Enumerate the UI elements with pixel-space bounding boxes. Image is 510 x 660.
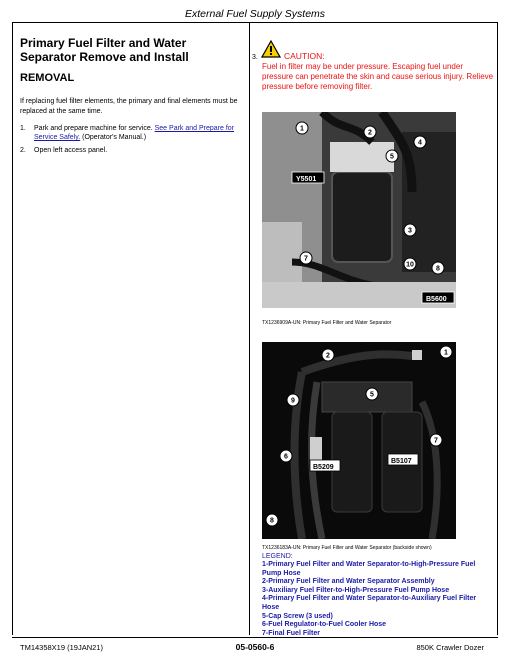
- callout-marker: [404, 258, 416, 270]
- step-text: [34, 124, 245, 142]
- svg-text:7: 7: [434, 437, 438, 445]
- callout-marker: [280, 450, 292, 462]
- svg-text:3: 3: [408, 227, 412, 235]
- figure-2-photo: [262, 342, 456, 539]
- callout-marker: [432, 262, 444, 274]
- figure-1-caption: TX1236909A-UN: Primary Fuel Filter and Water Separator: [262, 320, 392, 326]
- svg-text:5: 5: [370, 391, 374, 399]
- step-text: Open left access panel.: [34, 147, 108, 154]
- middle-column-rule: [249, 22, 250, 635]
- figure-1-photo: [262, 112, 456, 308]
- svg-text:2: 2: [326, 352, 330, 360]
- step-number: 1.: [20, 125, 26, 132]
- step-text-suffix: (Operator's Manual.): [80, 134, 147, 141]
- caution-text: Fuel in filter may be under pressure. Escaping fuel under pressure can penetrate the skin and cause serious injury. Relieve pressure before removing filter.: [262, 62, 494, 91]
- legend-title: LEGEND:: [262, 553, 293, 560]
- step-item: [20, 146, 245, 155]
- step-text-main: Park and prepare machine for service.: [34, 125, 153, 132]
- callout-marker: [366, 388, 378, 400]
- left-column-rule: [12, 22, 13, 635]
- svg-text:B5600: B5600: [426, 296, 447, 303]
- svg-text:10: 10: [406, 261, 414, 269]
- figure-2-caption: TX1236183A-UN: Primary Fuel Filter and Water Separator (backside shown): [262, 545, 432, 551]
- legend-item: 4-Primary Fuel Filter and Water Separator-to-Auxiliary Fuel Filter Hose: [262, 595, 477, 611]
- legend-item: 6-Fuel Regulator-to-Fuel Cooler Hose: [262, 621, 387, 629]
- svg-text:8: 8: [270, 517, 274, 525]
- running-header-title: External Fuel Supply Systems: [184, 8, 326, 20]
- callout-marker: [364, 126, 376, 138]
- svg-text:7: 7: [304, 255, 308, 263]
- step-number: 3.: [252, 54, 258, 61]
- callout-marker: [440, 346, 452, 358]
- callout-marker: [322, 349, 334, 361]
- component-tag: [292, 172, 324, 183]
- component-tag: [310, 460, 340, 471]
- component-tag: [422, 292, 454, 303]
- svg-text:B5209: B5209: [313, 464, 334, 471]
- footer-manual-id: TM14358X19 (19JAN21): [20, 643, 103, 652]
- section-subtitle: REMOVAL: [20, 72, 75, 84]
- callout-marker: [266, 514, 278, 526]
- steps-list: [20, 124, 245, 159]
- caution-label: CAUTION:: [284, 51, 325, 61]
- legend-item: 7-Final Fuel Filter: [262, 629, 320, 637]
- legend-item: 1-Primary Fuel Filter and Water Separator-to-High-Pressure Fuel Pump Hose: [262, 561, 476, 577]
- svg-text:8: 8: [436, 265, 440, 273]
- callout-marker: [414, 136, 426, 148]
- svg-text:4: 4: [418, 139, 422, 147]
- svg-text:1: 1: [300, 125, 304, 133]
- warning-triangle-icon: [261, 40, 281, 58]
- footer-page-number: 05-0560-6: [235, 642, 275, 652]
- footer-machine-model: 850K Crawler Dozer: [416, 643, 484, 652]
- callout-marker: [430, 434, 442, 446]
- callout-marker: [386, 150, 398, 162]
- intro-paragraph: If replacing fuel filter elements, the primary and final elements must be replaced at the same time.: [20, 98, 238, 115]
- svg-text:B5107: B5107: [391, 458, 412, 465]
- callout-marker: [404, 224, 416, 236]
- right-column-rule: [497, 22, 498, 635]
- footer-rule: [12, 637, 498, 638]
- callout-marker: [287, 394, 299, 406]
- svg-text:1: 1: [444, 349, 448, 357]
- svg-text:Y5501: Y5501: [296, 176, 317, 183]
- callout-marker: [296, 122, 308, 134]
- step-number: 2.: [20, 147, 26, 154]
- legend-item: 2-Primary Fuel Filter and Water Separator Assembly: [262, 578, 435, 586]
- legend-list: [262, 561, 494, 638]
- legend-item: 5-Cap Screw (3 used): [262, 612, 333, 620]
- legend-item: 3-Auxiliary Fuel Filter-to-High-Pressure Fuel Pump Hose: [262, 586, 450, 594]
- svg-text:6: 6: [284, 453, 288, 461]
- svg-text:2: 2: [368, 129, 372, 137]
- section-title: Primary Fuel Filter and Water Separator Remove and Install: [20, 36, 189, 64]
- svg-text:5: 5: [390, 153, 394, 161]
- svg-text:9: 9: [291, 397, 295, 405]
- header-rule: [12, 22, 498, 23]
- park-prepare-link[interactable]: See Park and Prepare for Service Safely.: [34, 125, 235, 141]
- component-tag: [388, 454, 418, 465]
- callout-marker: [300, 252, 312, 264]
- step-item: [20, 124, 245, 142]
